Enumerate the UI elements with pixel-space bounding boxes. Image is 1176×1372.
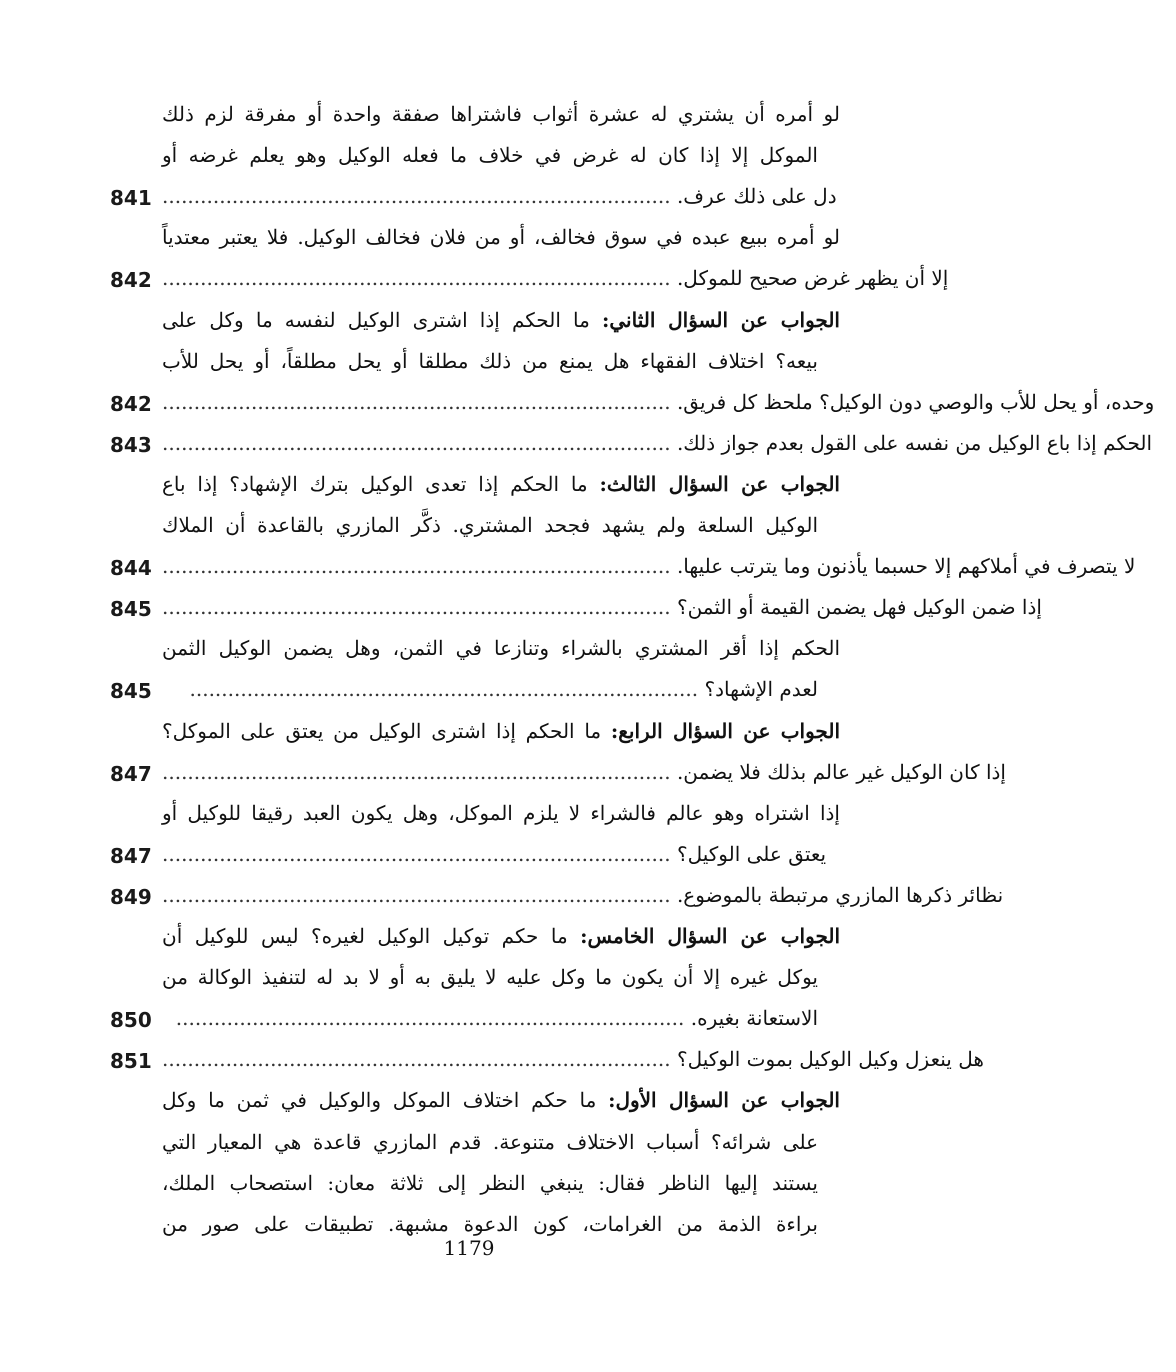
line-text-block [162,92,840,136]
dot-leader: ................................................................................ [162,554,677,579]
dot-leader: ................................................................................ [162,759,677,784]
question-heading: الجواب عن السؤال الخامس: [580,924,840,948]
text-line [110,1078,840,1122]
line-text: براءة الذمة من الغرامات، كون الدعوة مشبهة. تطبيقات على صور من [162,1211,818,1236]
line-text-block [162,174,859,218]
dot-leader: ................................................................................ [162,266,677,291]
dot-leader: ................................................................................ [175,1006,691,1031]
question-heading: الجواب عن السؤال الثاني: [601,307,840,332]
line-text: الوكيل السلعة ولم يشهد فجحد المشتري. ذكَّر المازري بالقاعدة أن الملاك [162,513,818,537]
line-text-block [162,873,1003,917]
toc-entry [110,544,1136,588]
line-text-block [162,298,840,342]
toc-entry [110,380,1155,424]
line-text: هل ينعزل وكيل الوكيل بموت الوكيل؟ [676,1047,984,1072]
dot-leader: ................................................................................ [162,595,677,620]
line-text-block [162,914,840,958]
entry-page-number: 851 [110,1049,152,1074]
dot-leader: ................................................................................ [162,389,677,414]
text-line [110,298,840,342]
line-text: لو أمره ببيع عبده في سوق فخالف، أو من فلان فخالف الوكيل. فلا يعتبر معتدياً [162,225,840,250]
dot-leader: ................................................................................ [162,882,677,907]
line-text: يعتق على الوكيل؟ [676,841,827,866]
text-line [110,339,840,383]
line-text-block [162,544,1157,588]
line-text-block [162,1161,840,1205]
toc-entry [110,585,1042,629]
line-text-block [162,133,840,177]
entry-page-number: 850 [110,1008,152,1033]
line-text-block [162,626,840,670]
line-text-block [162,709,840,753]
line-text: ما الحكم إذا تعدى الوكيل بترك الإشهاد؟ إذا باع [162,471,600,496]
line-text: نظائر ذكرها المازري مرتبطة بالموضوع. [676,882,1004,907]
entry-page-number: 842 [110,391,152,416]
line-text: إذا ضمن الوكيل فهل يضمن القيمة أو الثمن؟ [676,595,1042,620]
toc-entry [110,421,1153,465]
dot-leader: ................................................................................ [162,184,677,209]
line-text: بيعه؟ اختلاف الفقهاء هل يمنع من ذلك مطلقا أو يحل مطلقاً، أو يحل للأب [162,348,818,373]
entry-page-number: 843 [110,432,152,457]
line-text: الاستعانة بغيره. [690,1006,818,1031]
entry-page-number: 849 [110,884,152,909]
text-line [110,709,840,753]
line-text-block [162,1037,984,1081]
line-text-block [162,256,970,300]
entry-page-number: 841 [110,186,152,211]
toc-entry [110,750,1006,794]
text-line [110,133,840,177]
line-text: وحده، أو يحل للأب والوصي دون الوكيل؟ ملحظ كل فريق. [676,389,1155,414]
line-text-block [162,1078,840,1122]
dot-leader: ................................................................................ [162,1047,677,1072]
line-text: إذا اشتراه وهو عالم فالشراء لا يلزم الموكل، وهل يكون العبد رقيقا للوكيل أو [162,800,840,825]
line-text-block [162,996,840,1040]
line-text-block [162,215,840,259]
line-text-block [162,462,840,506]
line-text-block [162,750,1028,794]
toc-entry [110,996,840,1040]
entry-page-number: 844 [110,556,152,581]
line-text: الحكم إذا باع الوكيل من نفسه على القول بعدم جواز ذلك. [676,430,1153,455]
text-line [110,626,840,670]
line-text: ما حكم اختلاف الموكل والوكيل في ثمن ما وكل [162,1088,609,1113]
text-line [110,503,840,547]
line-text: ما حكم توكيل الوكيل لغيره؟ ليس للوكيل أن [162,924,581,948]
line-text: إلا أن يظهر غرض صحيح للموكل. [676,266,949,291]
entry-page-number: 847 [110,761,152,786]
line-text: يوكل غيره إلا أن يكون ما وكل عليه لا يليق به أو لا بد له لتنفيذ الوكالة من [162,965,818,990]
line-text-block [162,955,840,999]
line-text-block [162,503,840,547]
line-text: الموكل إلا إذا كان له غرض في خلاف ما فعله الوكيل وهو يعلم غرضه أو [162,143,818,168]
text-line [110,914,840,958]
toc-entry [110,667,840,711]
line-text-block [162,667,840,711]
toc-entry [110,174,840,218]
line-text-block [162,421,1152,465]
text-line [110,1120,840,1164]
line-text: إذا كان الوكيل غير عالم بذلك فلا يضمن. [676,759,1006,784]
dot-leader: ................................................................................ [162,841,677,866]
line-text: دل على ذلك عرف. [676,184,837,209]
text-line [110,92,840,136]
entry-page-number: 845 [110,597,152,622]
line-text: على شرائه؟ أسباب الاختلاف متنوعة. قدم المازري قاعدة هي المعيار التي [162,1129,818,1154]
line-text: يستند إليها الناظر فقال: ينبغي النظر إلى ثلاثة معان: استصحاب الملك، [162,1170,818,1195]
line-text-block [162,791,840,835]
dot-leader: ................................................................................ [162,430,677,455]
line-text-block [162,1120,840,1164]
toc-entry [110,832,840,876]
text-line [110,1161,840,1205]
entry-page-number: 847 [110,843,152,868]
question-heading: الجواب عن السؤال الرابع: [610,718,840,743]
text-line [110,215,840,259]
line-text-block [162,585,1042,629]
question-heading: الجواب عن السؤال الأول: [608,1088,840,1113]
question-heading: الجواب عن السؤال الثالث: [599,471,840,496]
toc-entry [110,256,949,300]
line-text: الحكم إذا أقر المشتري بالشراء وتنازعا في الثمن، وهل يضمن الوكيل الثمن [162,636,840,661]
line-text: لعدم الإشهاد؟ [704,677,818,702]
toc-entry [110,873,1004,917]
entry-page-number: 842 [110,268,152,293]
text-line [110,791,840,835]
entry-page-number: 845 [110,679,152,704]
page-number: 1179 [443,1236,495,1260]
line-text-block [162,380,1176,424]
line-text: ما الحكم إذا اشترى الوكيل لنفسه ما وكل على [162,307,602,332]
text-line [110,955,840,999]
line-text: لا يتصرف في أملاكهم إلا حسبما يأذنون وما يترتب عليها. [676,554,1136,579]
line-text: ما الحكم إذا اشترى الوكيل من يعتق على الموكل؟ [162,718,611,743]
dot-leader: ................................................................................ [189,677,705,702]
line-text: لو أمره أن يشتري له عشرة أثواب فاشتراها صفقة واحدة أو مفرقة لزم ذلك [162,102,840,126]
text-line [110,462,840,506]
line-text-block [162,832,848,876]
toc-entry [110,1037,984,1081]
line-text-block [162,339,840,383]
